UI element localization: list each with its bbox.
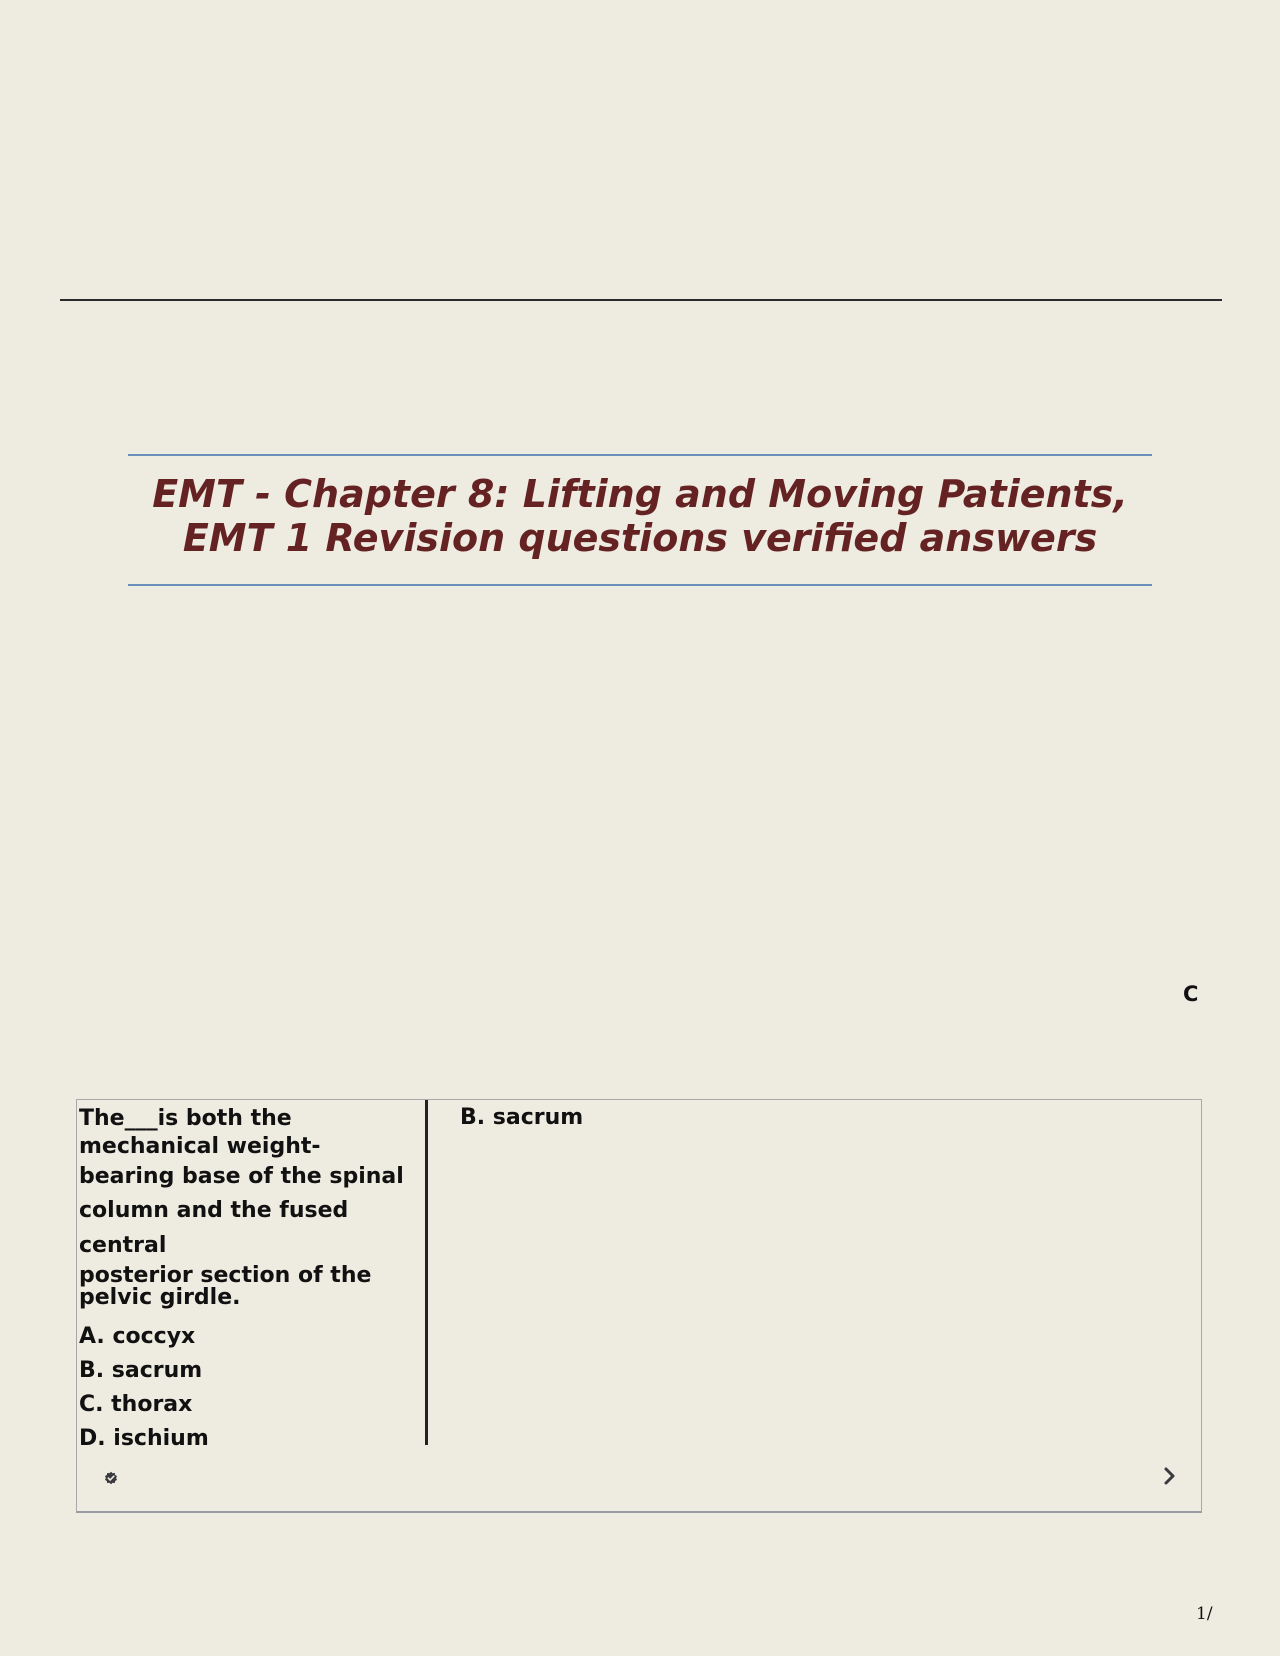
option-d: D. ischium (79, 1426, 209, 1451)
title-rule-bottom (128, 584, 1152, 586)
answer-text: B. sacrum (460, 1105, 584, 1130)
question-line: bearing base of the spinal (79, 1164, 404, 1189)
question-line: pelvic girdle. (79, 1285, 241, 1310)
title-line-2: EMT 1 Revision questions verified answers (182, 516, 1098, 560)
option-c: C. thorax (79, 1392, 193, 1417)
title-line-1: EMT - Chapter 8: Lifting and Moving Patients, (152, 472, 1128, 516)
verified-badge-icon (104, 1470, 118, 1484)
question-line: The___is both the (79, 1106, 292, 1131)
question-line: posterior section of the (79, 1263, 372, 1288)
card-divider (425, 1100, 428, 1445)
page-number: 1/ (1196, 1604, 1213, 1624)
flashcard[interactable] (76, 1099, 1202, 1513)
top-divider (60, 299, 1222, 301)
chevron-right-icon[interactable] (1160, 1465, 1180, 1487)
question-line: central (79, 1233, 167, 1258)
title-rule-top (128, 454, 1152, 456)
question-line: mechanical weight- (79, 1134, 321, 1159)
answer-key-letter: C (1183, 982, 1199, 1006)
question-text (79, 1104, 423, 1456)
option-b: B. sacrum (79, 1358, 203, 1383)
answer-options (79, 1320, 423, 1456)
question-line: column and the fused (79, 1198, 349, 1223)
option-a: A. coccyx (79, 1324, 196, 1349)
document-title (128, 472, 1152, 560)
